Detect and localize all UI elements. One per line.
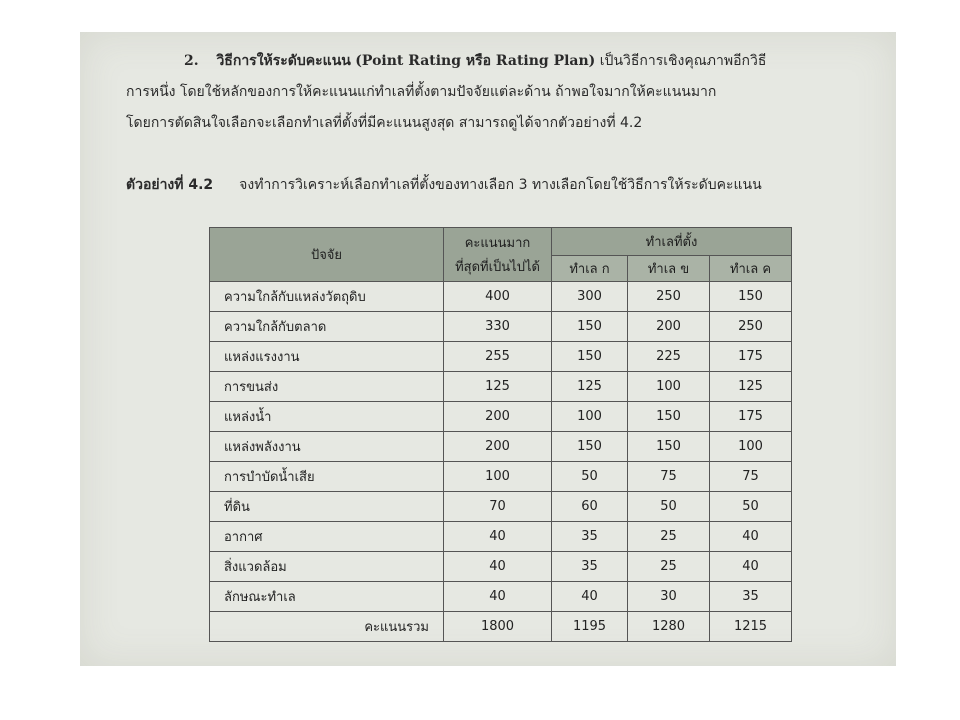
factor-cell: ความใกล้กับแหล่งวัตถุดิบ (210, 282, 444, 312)
header-max-score-line-2: ที่สุดที่เป็นไปได้ (444, 256, 552, 282)
example-text: จงทำการวิเคราะห์เลือกทำเลที่ตั้งของทางเลือก 3 ทางเลือกโดยใช้วิธีการให้ระดับคะแนน (239, 177, 762, 193)
location-b-cell: 100 (628, 372, 710, 402)
document-page (80, 32, 896, 666)
factor-cell: แหล่งน้ำ (210, 402, 444, 432)
max-score-cell: 400 (444, 282, 552, 312)
location-b-cell: 25 (628, 522, 710, 552)
table-row (210, 492, 792, 522)
location-b-cell: 25 (628, 552, 710, 582)
factor-cell: สิ่งแวดล้อม (210, 552, 444, 582)
max-score-cell: 200 (444, 402, 552, 432)
table-row (210, 432, 792, 462)
location-a-cell: 35 (552, 552, 628, 582)
max-score-cell: 330 (444, 312, 552, 342)
location-c-cell: 175 (710, 342, 792, 372)
header-location-c: ทำเล ค (710, 256, 792, 282)
factor-cell: แหล่งพลังงาน (210, 432, 444, 462)
factor-cell: ที่ดิน (210, 492, 444, 522)
table-row (210, 462, 792, 492)
rating-table (209, 227, 792, 642)
location-a-cell: 60 (552, 492, 628, 522)
factor-cell: แหล่งแรงงาน (210, 342, 444, 372)
location-b-cell: 150 (628, 432, 710, 462)
location-a-cell: 150 (552, 342, 628, 372)
example-statement (126, 174, 762, 196)
header-max-score-line-1: คะแนนมาก (444, 228, 552, 256)
paragraph-line-1-rest: เป็นวิธีการเชิงคุณภาพอีกวิธี (599, 53, 767, 69)
table-row (210, 582, 792, 612)
header-location: ทำเลที่ตั้ง (552, 228, 792, 256)
max-score-cell: 40 (444, 582, 552, 612)
location-c-cell: 75 (710, 462, 792, 492)
factor-cell: การบำบัดน้ำเสีย (210, 462, 444, 492)
table-row (210, 402, 792, 432)
factor-cell: การขนส่ง (210, 372, 444, 402)
location-a-cell: 150 (552, 432, 628, 462)
max-score-cell: 255 (444, 342, 552, 372)
location-b-cell: 225 (628, 342, 710, 372)
header-location-b: ทำเล ข (628, 256, 710, 282)
location-a-cell: 150 (552, 312, 628, 342)
max-score-cell: 100 (444, 462, 552, 492)
max-score-cell: 40 (444, 522, 552, 552)
max-score-cell: 125 (444, 372, 552, 402)
paragraph-line-2: การหนึ่ง โดยใช้หลักของการให้คะแนนแก่ทำเลที่ตั้งตามปัจจัยแต่ละด้าน ถ้าพอใจมากให้คะแนนมาก (126, 84, 717, 100)
location-a-cell: 40 (552, 582, 628, 612)
location-b-cell: 150 (628, 402, 710, 432)
header-location-a: ทำเล ก (552, 256, 628, 282)
max-score-cell: 70 (444, 492, 552, 522)
factor-cell: ความใกล้กับตลาด (210, 312, 444, 342)
location-c-cell: 250 (710, 312, 792, 342)
location-b-cell: 75 (628, 462, 710, 492)
paragraph-line-1 (126, 46, 871, 77)
location-c-cell: 150 (710, 282, 792, 312)
location-c-cell: 50 (710, 492, 792, 522)
table-row (210, 312, 792, 342)
location-c-cell: 100 (710, 432, 792, 462)
section-heading-en: (Point Rating หรือ Rating Plan) (355, 53, 596, 69)
location-b-cell: 250 (628, 282, 710, 312)
max-score-cell: 200 (444, 432, 552, 462)
table-row (210, 552, 792, 582)
location-a-cell: 100 (552, 402, 628, 432)
paragraph-line-3: โดยการตัดสินใจเลือกจะเลือกทำเลที่ตั้งที่มีคะแนนสูงสุด สามารถดูได้จากตัวอย่างที่ 4.2 (126, 115, 643, 131)
factor-cell: ลักษณะทำเล (210, 582, 444, 612)
total-location-c: 1215 (710, 612, 792, 642)
location-b-cell: 30 (628, 582, 710, 612)
max-score-cell: 40 (444, 552, 552, 582)
total-location-b: 1280 (628, 612, 710, 642)
location-a-cell: 50 (552, 462, 628, 492)
total-label: คะแนนรวม (210, 612, 444, 642)
location-b-cell: 200 (628, 312, 710, 342)
location-b-cell: 50 (628, 492, 710, 522)
table-row (210, 372, 792, 402)
location-c-cell: 35 (710, 582, 792, 612)
table-row (210, 522, 792, 552)
table-row (210, 342, 792, 372)
total-max-score: 1800 (444, 612, 552, 642)
location-c-cell: 40 (710, 522, 792, 552)
location-c-cell: 40 (710, 552, 792, 582)
example-label: ตัวอย่างที่ 4.2 (126, 177, 214, 193)
location-a-cell: 125 (552, 372, 628, 402)
location-a-cell: 300 (552, 282, 628, 312)
paragraph-point-rating (126, 46, 871, 139)
header-factor: ปัจจัย (210, 228, 444, 282)
section-heading: วิธีการให้ระดับคะแนน (216, 53, 351, 69)
location-c-cell: 175 (710, 402, 792, 432)
total-row (210, 612, 792, 642)
location-a-cell: 35 (552, 522, 628, 552)
location-c-cell: 125 (710, 372, 792, 402)
factor-cell: อากาศ (210, 522, 444, 552)
total-location-a: 1195 (552, 612, 628, 642)
table-row (210, 282, 792, 312)
section-number: 2. (184, 53, 199, 69)
